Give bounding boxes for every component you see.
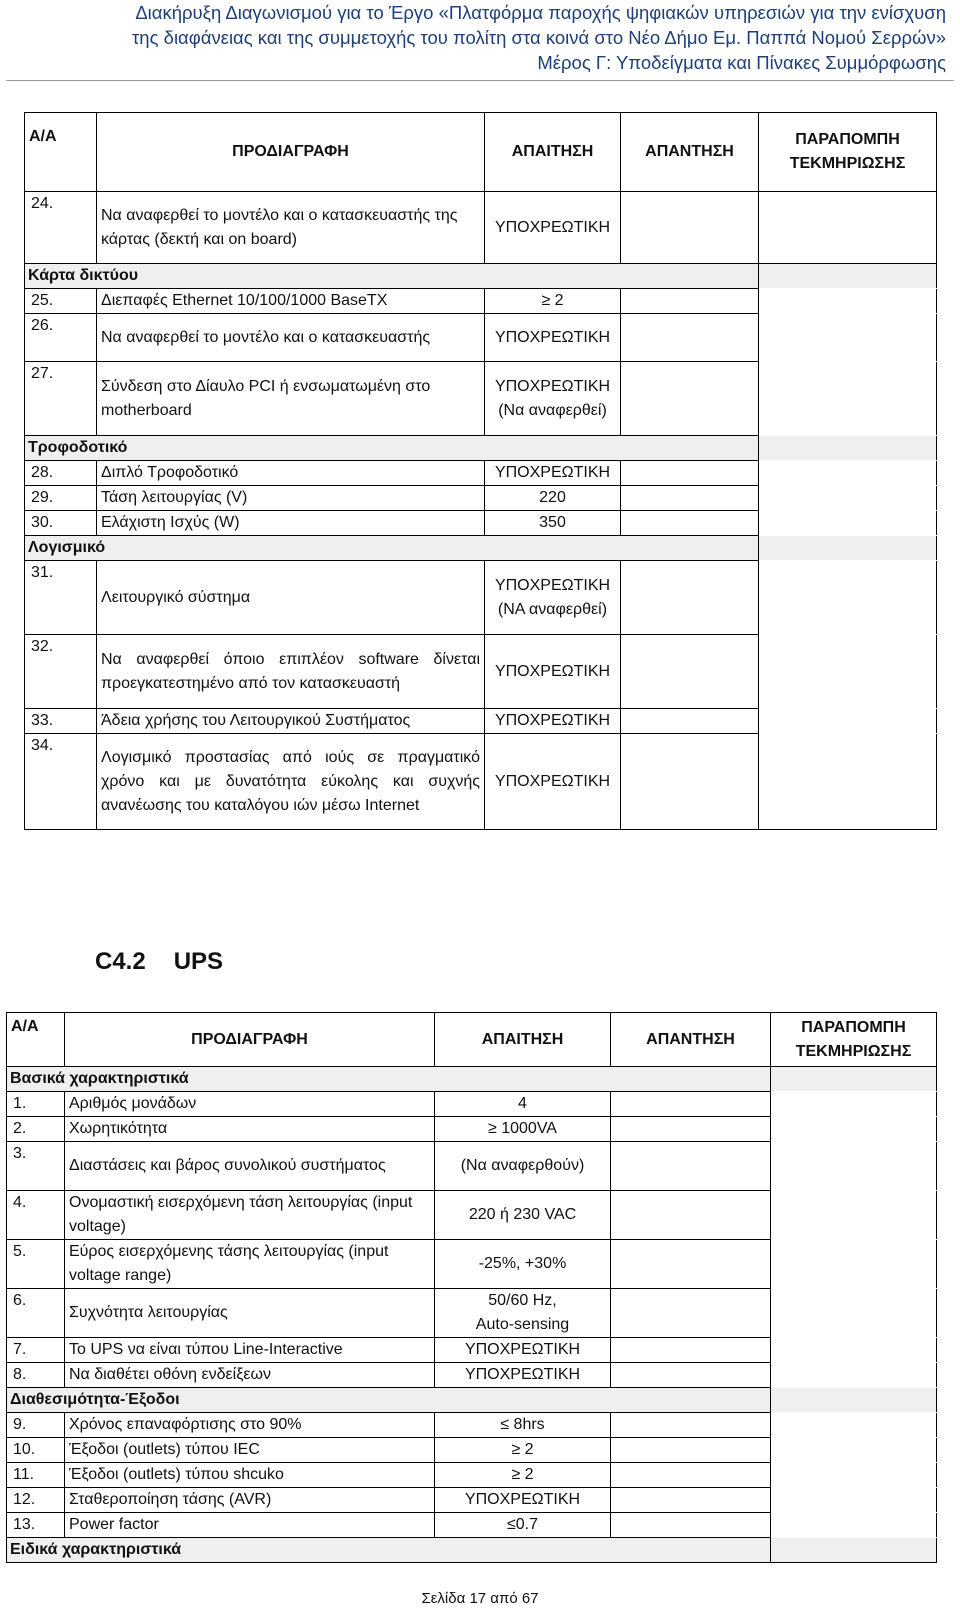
col-ans: ΑΠΑΝΤΗΣΗ	[621, 113, 759, 192]
col-ans: ΑΠΑΝΤΗΣΗ	[611, 1013, 771, 1067]
header-line-3: Μέρος Γ: Υποδείγματα και Πίνακες Συμμόρφωσης	[537, 52, 946, 73]
table-row: 13. Power factor ≤0.7	[7, 1513, 937, 1538]
table-row: 7. Το UPS να είναι τύπου Line-Interactive ΥΠΟΧΡΕΩΤΙΚΗ	[7, 1338, 937, 1363]
document-header	[132, 0, 946, 75]
table-row: 29. Τάση λειτουργίας (V) 220	[25, 486, 937, 511]
page-footer: Σελίδα 17 από 67	[421, 1590, 539, 1607]
answer-cell[interactable]	[611, 1413, 771, 1438]
answer-cell[interactable]	[611, 1488, 771, 1513]
answer-cell[interactable]	[621, 289, 759, 314]
answer-cell[interactable]	[621, 314, 759, 362]
section-row: Διαθεσιμότητα-Έξοδοι	[7, 1388, 937, 1413]
section-row: Ειδικά χαρακτηριστικά	[7, 1538, 937, 1563]
col-aa: Α/Α	[25, 113, 97, 192]
table-row: 5. Εύρος εισερχόμενης τάσης λειτουργίας (input voltage range) -25%, +30%	[7, 1240, 937, 1289]
answer-cell[interactable]	[621, 635, 759, 709]
section-heading	[95, 948, 251, 976]
header-line-2: της διαφάνειας και της συμμετοχής του πολίτη στα κοινά στο Νέο Δήμο Εμ. Παππά Νομού Σερρών»	[132, 27, 946, 48]
col-spec: ΠΡΟΔΙΑΓΡΑΦΗ	[65, 1013, 435, 1067]
answer-cell[interactable]	[621, 561, 759, 635]
answer-cell[interactable]	[621, 461, 759, 486]
table-row: 2. Χωρητικότητα ≥ 1000VA	[7, 1117, 937, 1142]
answer-cell[interactable]	[621, 486, 759, 511]
answer-cell[interactable]	[611, 1363, 771, 1388]
answer-cell[interactable]	[611, 1191, 771, 1240]
table-row: 33. Άδεια χρήσης του Λειτουργικού Συστήματος ΥΠΟΧΡΕΩΤΙΚΗ	[25, 709, 937, 734]
answer-cell[interactable]	[611, 1092, 771, 1117]
answer-cell[interactable]	[611, 1438, 771, 1463]
col-ref: ΠΑΡΑΠΟΜΠΗ ΤΕΚΜΗΡΙΩΣΗΣ	[771, 1013, 937, 1067]
answer-cell[interactable]	[611, 1513, 771, 1538]
table-row: 6. Συχνότητα λειτουργίας 50/60 Hz, Auto-sensing	[7, 1289, 937, 1338]
table-header-row	[7, 1013, 937, 1067]
reference-cell[interactable]	[759, 192, 937, 264]
answer-cell[interactable]	[621, 734, 759, 830]
col-aa: Α/Α	[7, 1013, 65, 1067]
col-spec: ΠΡΟΔΙΑΓΡΑΦΗ	[97, 113, 485, 192]
table-row: 30. Ελάχιστη Ισχύς (W) 350	[25, 511, 937, 536]
section-row: Τροφοδοτικό	[25, 436, 937, 461]
table-row: 3. Διαστάσεις και βάρος συνολικού συστήματος (Να αναφερθούν)	[7, 1142, 937, 1191]
spec-table-continued	[24, 112, 937, 830]
section-number: C4.2	[95, 948, 146, 975]
table-row: 27. Σύνδεση στο Δίαυλο PCI ή ενσωματωμένη στο motherboard ΥΠΟΧΡΕΩΤΙΚΗ (Να αναφερθεί)	[25, 362, 937, 436]
table-row: 1. Αριθμός μονάδων 4	[7, 1092, 937, 1117]
col-req: ΑΠΑΙΤΗΣΗ	[435, 1013, 611, 1067]
section-row: Κάρτα δικτύου	[25, 264, 937, 289]
col-ref: ΠΑΡΑΠΟΜΠΗ ΤΕΚΜΗΡΙΩΣΗΣ	[759, 113, 937, 192]
table-row: 25. Διεπαφές Ethernet 10/100/1000 BaseTX ≥ 2	[25, 289, 937, 314]
section-title: UPS	[173, 948, 224, 975]
section-row: Βασικά χαρακτηριστικά	[7, 1067, 937, 1092]
table-row: 11. Έξοδοι (outlets) τύπου shcuko ≥ 2	[7, 1463, 937, 1488]
answer-cell[interactable]	[611, 1289, 771, 1338]
header-line-1: Διακήρυξη Διαγωνισμού για το Έργο «Πλατφόρμα παροχής ψηφιακών υπηρεσιών για την ενίσχυση	[135, 2, 946, 23]
answer-cell[interactable]	[621, 192, 759, 264]
answer-cell[interactable]	[611, 1463, 771, 1488]
table-row: 10. Έξοδοι (outlets) τύπου IEC ≥ 2	[7, 1438, 937, 1463]
answer-cell[interactable]	[621, 511, 759, 536]
answer-cell[interactable]	[621, 362, 759, 436]
answer-cell[interactable]	[611, 1338, 771, 1363]
answer-cell[interactable]	[621, 709, 759, 734]
table-row: 12. Σταθεροποίηση τάσης (AVR) ΥΠΟΧΡΕΩΤΙΚΗ	[7, 1488, 937, 1513]
table-row: 9. Χρόνος επαναφόρτισης στο 90% ≤ 8hrs	[7, 1413, 937, 1438]
table-row: 26. Να αναφερθεί το μοντέλο και ο κατασκευαστής ΥΠΟΧΡΕΩΤΙΚΗ	[25, 314, 937, 362]
table-row: 4. Ονομαστική εισερχόμενη τάση λειτουργίας (input voltage) 220 ή 230 VAC	[7, 1191, 937, 1240]
answer-cell[interactable]	[611, 1142, 771, 1191]
table-row: 8. Να διαθέτει οθόνη ενδείξεων ΥΠΟΧΡΕΩΤΙΚΗ	[7, 1363, 937, 1388]
col-req: ΑΠΑΙΤΗΣΗ	[485, 113, 621, 192]
table-row: 31. Λειτουργικό σύστημα ΥΠΟΧΡΕΩΤΙΚΗ (ΝΑ αναφερθεί)	[25, 561, 937, 635]
section-row: Λογισμικό	[25, 536, 937, 561]
table-row: 24. Να αναφερθεί το μοντέλο και ο κατασκευαστής της κάρτας (δεκτή και on board) ΥΠΟΧΡΕΩΤΙΚΗ	[25, 192, 937, 264]
table-row: 34. Λογισμικό προστασίας από ιούς σε πραγματικό χρόνο και με δυνατότητα εύκολης και συχνής ανανέωσης του καταλόγου ιών μέσω Internet ΥΠΟΧΡΕΩΤΙΚΗ	[25, 734, 937, 830]
table-header-row	[25, 113, 937, 192]
header-divider	[6, 80, 954, 81]
answer-cell[interactable]	[611, 1240, 771, 1289]
table-row: 32. Να αναφερθεί όποιο επιπλέον software δίνεται προεγκατεστημένο από τον κατασκευαστή ΥΠΟΧΡΕΩΤΙΚΗ	[25, 635, 937, 709]
ups-spec-table	[6, 1012, 937, 1563]
answer-cell[interactable]	[611, 1117, 771, 1142]
table-row: 28. Διπλό Τροφοδοτικό ΥΠΟΧΡΕΩΤΙΚΗ	[25, 461, 937, 486]
